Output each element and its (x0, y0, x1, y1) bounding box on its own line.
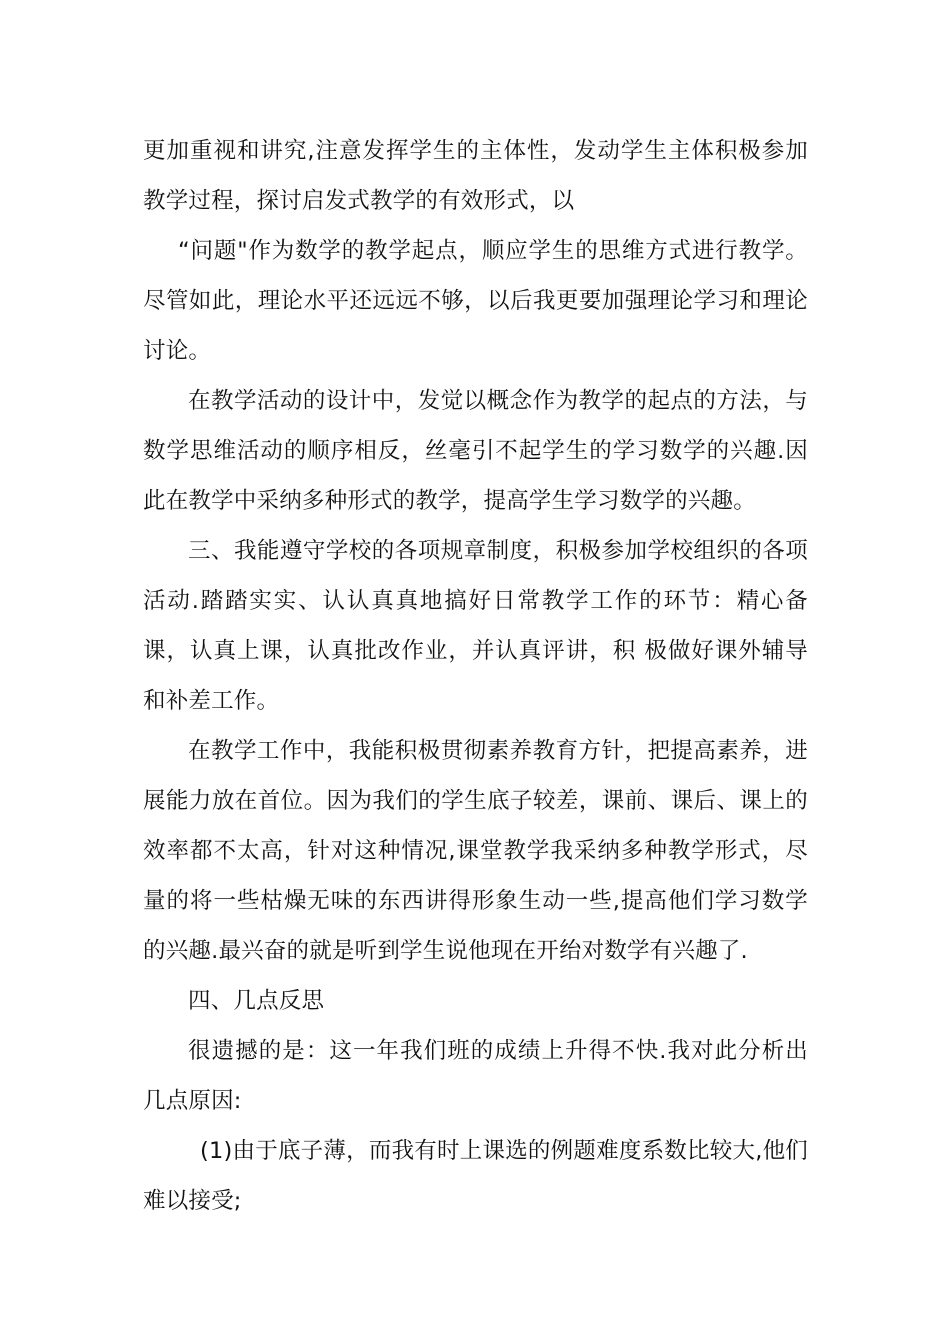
paragraph-1: 更加重视和讲究,注意发挥学生的主体性，发动学生主体积极参加教学过程，探讨启发式教学的有效形式，以 (143, 138, 808, 214)
paragraph-5: 在教学工作中，我能积极贯彻素养教育方针，把提高素养，进展能力放在首位。因为我们的学生底子较差，课前、课后、课上的效率都不太高，针对这种情况,课堂教学我采纳多种教学形式，尽量的将一些枯燥无味的东西讲得形象生动一些,提高他们学习数学的兴趣.最兴奋的就是听到学生说他现在开绐对数学有兴趣了. (143, 738, 808, 964)
paragraph-4: 三、我能遵守学校的各项规章制度，积极参加学校组织的各项活动.踏踏实实、认认真真地搞好日常教学工作的环节：精心备课，认真上课，认真批改作业，并认真评讲，积 极做好课外辅导和补差工作。 (143, 538, 808, 714)
section-heading-reflection: 四、几点反思 (188, 988, 325, 1014)
list-item-1: (1)由于底子薄，而我有时上课选的例题难度系数比较大,他们难以接受; (143, 1138, 808, 1214)
document-body (143, 126, 808, 1226)
paragraph-7: 很遗撼的是：这一年我们班的成绩上升得不快.我对此分析出几点原因: (143, 1038, 808, 1114)
paragraph-3: 在教学活动的设计中，发觉以概念作为教学的起点的方法，与数学思维活动的顺序相反，丝毫引不起学生的学习数学的兴趣.因此在教学中采纳多种形式的教学，提高学生学习数学的兴趣。 (143, 388, 808, 514)
paragraph-2: “问题"作为数学的教学起点，顺应学生的思维方式进行教学。尽管如此，理论水平还远远不够，以后我更要加强理论学习和理论讨论。 (143, 238, 808, 364)
